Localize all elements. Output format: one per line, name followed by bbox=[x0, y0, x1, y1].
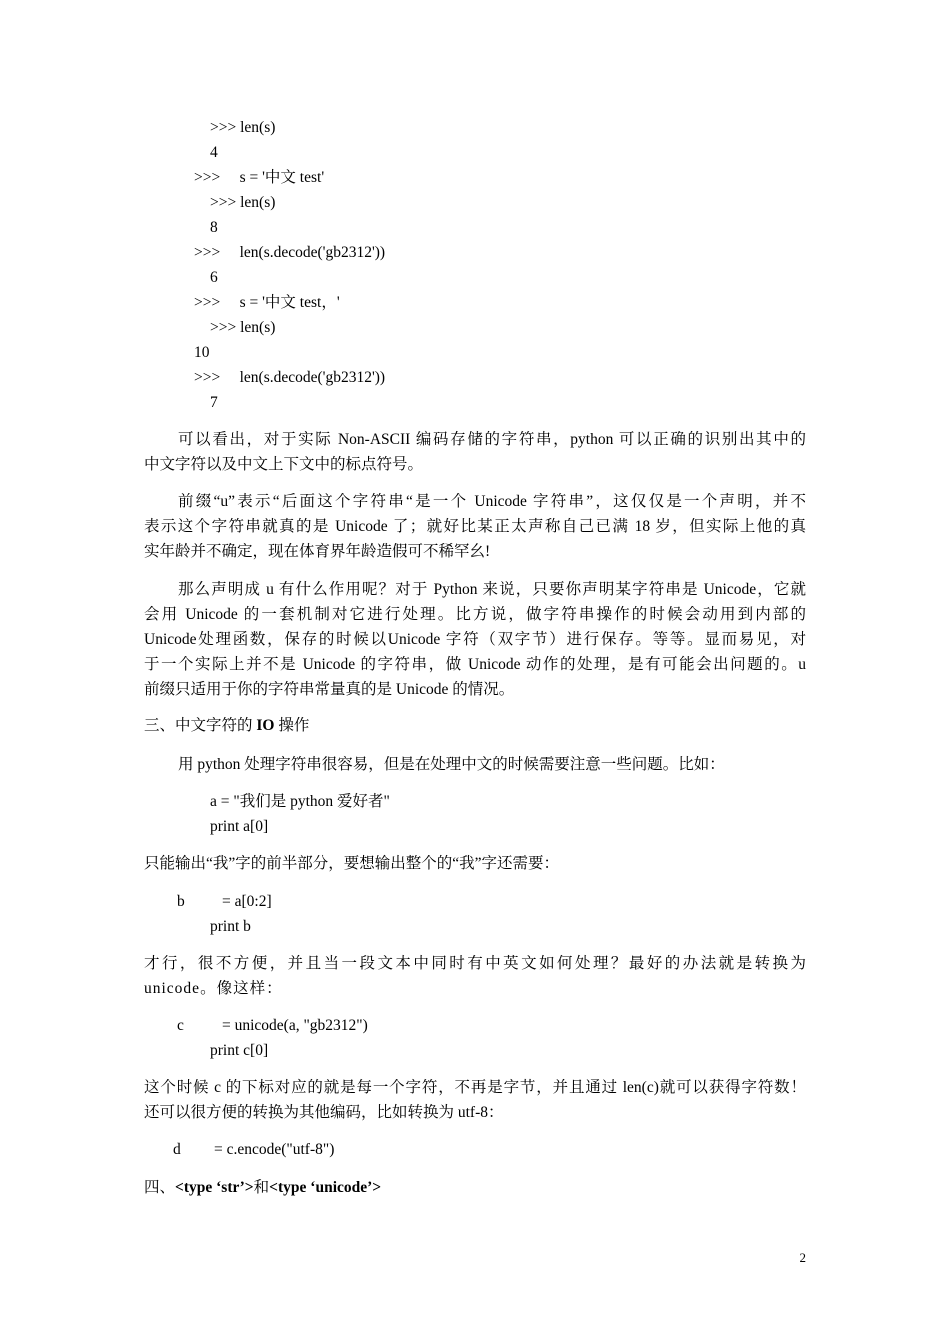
paragraph-line: 用 python 处理字符串很容易，但是在处理中文的时候需要注意一些问题。比如： bbox=[178, 756, 725, 773]
paragraph-line: unicode。像这样： bbox=[144, 980, 283, 997]
code-line: = unicode(a, "gb2312") bbox=[222, 1017, 368, 1034]
code-line: >>> s = '中文 test，' bbox=[194, 294, 340, 311]
code-var: b bbox=[177, 893, 185, 910]
code-var: c bbox=[177, 1017, 184, 1034]
paragraph-line: 那么声明成 u 有什么作用呢？对于 Python 来说，只要你声明某字符串是 Unicode，它就 bbox=[178, 581, 806, 598]
code-line: print c[0] bbox=[210, 1042, 269, 1059]
code-line: 7 bbox=[210, 394, 218, 411]
code-line: = a[0:2] bbox=[222, 893, 272, 910]
code-line: >>> len(s) bbox=[210, 119, 276, 136]
paragraph-line: 只能输出“我”字的前半部分，要想输出整个的“我”字还需要： bbox=[144, 855, 560, 872]
paragraph-line: 于一个实际上并不是 Unicode 的字符串，做 Unicode 动作的处理，是有可能会出问题的。u bbox=[144, 656, 806, 673]
code-line: >>> len(s.decode('gb2312')) bbox=[194, 244, 386, 261]
paragraph-line: 实年龄并不确定，现在体育界年龄造假可不稀罕幺! bbox=[144, 543, 491, 560]
code-line: 6 bbox=[210, 269, 218, 286]
code-line: 10 bbox=[194, 344, 210, 361]
paragraph-line: 会用 Unicode 的一套机制对它进行处理。比方说，做字符串操作的时候会动用到内部的 bbox=[144, 606, 806, 623]
paragraph-line: 还可以很方便的转换为其他编码，比如转换为 utf-8： bbox=[144, 1104, 504, 1121]
code-line: >>> len(s) bbox=[210, 194, 276, 211]
section-heading: 四、<type ‘str’>和<type ‘unicode’> bbox=[144, 1179, 382, 1196]
paragraph-line: 中文字符以及中文上下文中的标点符号。 bbox=[144, 456, 424, 473]
code-line: = c.encode("utf-8") bbox=[214, 1141, 335, 1158]
paragraph-line: 前缀“u”表示“后面这个字符串“是一个 Unicode 字符串”，这仅仅是一个声明，并不 bbox=[178, 493, 806, 510]
code-line: a = "我们是 python 爱好者" bbox=[210, 793, 390, 810]
paragraph-line: 表示这个字符串就真的是 Unicode 了；就好比某正太声称自己已满 18 岁，但实际上他的真 bbox=[144, 518, 806, 535]
paragraph-line: Unicode处理函数，保存的时候以Unicode 字符（双字节）进行保存。等等。显而易见，对 bbox=[144, 631, 806, 648]
code-line: print b bbox=[210, 918, 251, 935]
paragraph-line: 前缀只适用于你的字符串常量真的是 Unicode 的情况。 bbox=[144, 681, 515, 698]
paragraph-line: 可以看出，对于实际 Non-ASCII 编码存储的字符串，python 可以正确的识别出其中的 bbox=[178, 431, 806, 448]
paragraph-line: 才行，很不方便，并且当一段文本中同时有中英文如何处理？最好的办法就是转换为 bbox=[144, 955, 806, 972]
code-line: >>> s = '中文 test' bbox=[194, 169, 325, 186]
code-var: d bbox=[173, 1141, 181, 1158]
section-heading: 三、中文字符的 IO 操作 bbox=[144, 717, 310, 734]
code-line: >>> len(s) bbox=[210, 319, 276, 336]
code-line: 8 bbox=[210, 219, 218, 236]
code-line: 4 bbox=[210, 144, 218, 161]
paragraph-line: 这个时候 c 的下标对应的就是每一个字符，不再是字节，并且通过 len(c)就可以获得字符数！ bbox=[144, 1079, 806, 1096]
code-line: print a[0] bbox=[210, 818, 269, 835]
page-number: 2 bbox=[799, 1250, 806, 1265]
code-line: >>> len(s.decode('gb2312')) bbox=[194, 369, 386, 386]
